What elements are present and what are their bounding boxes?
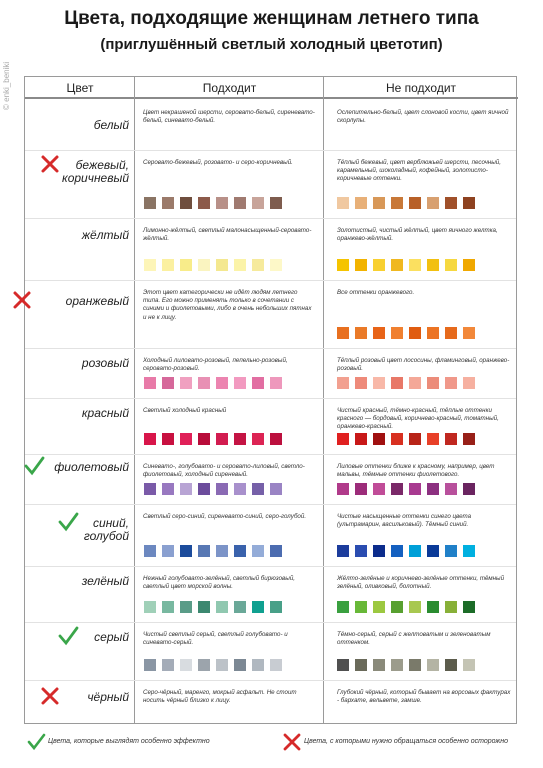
color-swatch [252, 259, 264, 271]
color-swatch [463, 259, 475, 271]
color-swatch [355, 659, 367, 671]
bad-swatches [337, 433, 475, 445]
bad-swatches [337, 545, 475, 557]
color-swatch [162, 377, 174, 389]
check-icon [57, 511, 79, 533]
color-swatch [144, 433, 156, 445]
bad-description: Золотистый, чистый жёлтый, цвет яичного желтка, оранжево-жёлтый. [337, 227, 498, 243]
color-swatch [180, 545, 192, 557]
table-row [25, 219, 516, 281]
color-swatch [427, 433, 439, 445]
color-swatch [252, 197, 264, 209]
color-swatch [445, 601, 457, 613]
color-swatch [270, 377, 282, 389]
color-swatch [391, 259, 403, 271]
bad-swatches [337, 483, 475, 495]
table-row [25, 399, 516, 455]
color-swatch [270, 433, 282, 445]
color-swatch [180, 601, 192, 613]
color-swatch [144, 377, 156, 389]
color-swatch [445, 659, 457, 671]
color-swatch [445, 483, 457, 495]
color-swatch [234, 483, 246, 495]
color-swatch [391, 377, 403, 389]
color-swatch [427, 545, 439, 557]
color-swatch [337, 327, 349, 339]
check-icon [57, 625, 79, 647]
check-icon [23, 455, 45, 477]
color-swatch [355, 197, 367, 209]
color-swatch [463, 601, 475, 613]
header-color: Цвет [25, 77, 135, 99]
color-name: зелёный [81, 574, 129, 588]
color-swatch [270, 601, 282, 613]
good-swatches [144, 483, 282, 495]
good-swatches [144, 197, 282, 209]
color-swatch [216, 259, 228, 271]
header-good: Подходит [135, 77, 324, 99]
color-swatch [162, 601, 174, 613]
color-swatch [355, 601, 367, 613]
color-name: фиолетовый [54, 460, 129, 474]
color-swatch [252, 601, 264, 613]
color-swatch [144, 197, 156, 209]
color-swatch [355, 377, 367, 389]
color-name: красный [81, 406, 129, 420]
color-swatch [337, 659, 349, 671]
color-swatch [216, 483, 228, 495]
bad-description: Тёмно-серый, серый с желтоватым и зеленоватым оттенком. [337, 631, 491, 647]
color-swatch [252, 377, 264, 389]
color-name: белый [93, 118, 129, 132]
color-swatch [373, 601, 385, 613]
legend-bad: Цвета, с которыми нужно обращаться особенно осторожно [304, 738, 508, 745]
color-swatch [162, 545, 174, 557]
bad-swatches [337, 197, 475, 209]
color-swatch [162, 197, 174, 209]
color-swatch [252, 545, 264, 557]
color-swatch [234, 433, 246, 445]
color-swatch [463, 377, 475, 389]
check-icon [26, 732, 46, 752]
bad-description: Жёлто-зелёные и коричнево-зелёные оттенки, тёмный зелёный, оливковый, болотный. [337, 575, 505, 591]
color-swatch [337, 545, 349, 557]
color-swatch [198, 601, 210, 613]
bad-description: Чистые насыщенные оттенки синего цвета (ультрамарин, васильковый). Тёмный синий. [337, 513, 472, 529]
color-swatch [409, 259, 421, 271]
color-swatch [198, 659, 210, 671]
good-description: Чистый светлый серый, светлый голубовато- и синевато-серый. [143, 631, 288, 647]
bad-swatches [337, 377, 475, 389]
color-name: оранжевый [65, 294, 129, 308]
color-swatch [180, 259, 192, 271]
bad-description: Тёплый розовый цвет лососины, фламинговый, оранжево-розовый. [337, 357, 510, 373]
good-description: Синевато-, голубовато- и серовато-лиловый, светло-фиолетовый, холодный сиреневый. [143, 463, 305, 479]
color-swatch [355, 433, 367, 445]
color-swatch [391, 327, 403, 339]
color-swatch [216, 197, 228, 209]
cross-icon [11, 289, 33, 311]
color-swatch [270, 197, 282, 209]
good-swatches [144, 601, 282, 613]
color-swatch [373, 433, 385, 445]
color-name: жёлтый [81, 228, 129, 242]
good-description: Цвет некрашеной шерсти, серовато-белый, сиреневато-белый, синевато-белый. [143, 109, 315, 125]
color-swatch [337, 483, 349, 495]
cross-icon [39, 153, 61, 175]
watermark: © enki_beniki [2, 61, 11, 110]
good-swatches [144, 433, 282, 445]
bad-description: Тёплый бежевый, цвет верблюжьей шерсти, песочный, карамельный, шоколадный, кофейный, золотисто-коричневые оттенки. [337, 159, 501, 183]
color-swatch [234, 659, 246, 671]
good-description: Лимонно-жёлтый, светлый малонасыщенный-серовато-жёлтый. [143, 227, 312, 243]
color-swatch [409, 433, 421, 445]
color-swatch [162, 483, 174, 495]
color-swatch [234, 259, 246, 271]
color-swatch [216, 601, 228, 613]
color-name: серый [94, 630, 129, 644]
bad-description: Все оттенки оранжевого. [337, 289, 415, 296]
table-row [25, 681, 516, 725]
color-swatch [427, 483, 439, 495]
bad-description: Глубокий чёрный, который бывает на ворсовых фактурах - бархате, вельвете, замше. [337, 689, 511, 705]
cross-icon [282, 732, 302, 752]
color-swatch [252, 659, 264, 671]
color-swatch [427, 259, 439, 271]
table-row [25, 151, 516, 219]
header-bad: Не подходит [324, 77, 518, 99]
color-swatch [391, 601, 403, 613]
color-swatch [445, 545, 457, 557]
color-swatch [355, 259, 367, 271]
table-row [25, 567, 516, 623]
color-swatch [373, 545, 385, 557]
color-swatch [234, 545, 246, 557]
color-swatch [144, 483, 156, 495]
color-swatch [234, 377, 246, 389]
color-swatch [252, 483, 264, 495]
good-description: Нежный голубовато-зелёный, светлый бирюзовый, светлый цвет морской волны. [143, 575, 295, 591]
bad-swatches [337, 259, 475, 271]
good-description: Холодный лиловато-розовый, пепельно-розовый, серовато-розовый. [143, 357, 288, 373]
good-description: Этот цвет категорически не идёт людям летнего типа. Его можно применять только в сочетании с синими и фиолетовыми, либо в очень небольших пятнах и не к лицу. [143, 289, 312, 321]
color-swatch [180, 377, 192, 389]
color-name: бежевый, коричневый [62, 158, 129, 185]
color-swatch [445, 377, 457, 389]
color-swatch [337, 259, 349, 271]
color-swatch [180, 433, 192, 445]
color-swatch [373, 259, 385, 271]
color-swatch [162, 433, 174, 445]
table-row [25, 455, 516, 505]
color-swatch [162, 659, 174, 671]
color-swatch [391, 659, 403, 671]
color-swatch [337, 197, 349, 209]
color-swatch [198, 377, 210, 389]
color-swatch [427, 197, 439, 209]
table-row [25, 505, 516, 567]
color-swatch [391, 545, 403, 557]
color-swatch [373, 659, 385, 671]
color-swatch [198, 433, 210, 445]
color-swatch [144, 259, 156, 271]
color-swatch [409, 327, 421, 339]
table-row [25, 281, 516, 349]
color-swatch [198, 197, 210, 209]
color-swatch [373, 483, 385, 495]
legend-good: Цвета, которые выглядят особенно эффектно [48, 738, 210, 745]
bad-description: Ослепительно-белый, цвет слоновой кости, цвет яичной скорлупы. [337, 109, 509, 125]
color-swatch [162, 259, 174, 271]
table-row [25, 623, 516, 681]
color-swatch [463, 197, 475, 209]
table-row [25, 349, 516, 399]
good-description: Серовато-бежевый, розовато- и серо-коричневый. [143, 159, 293, 166]
color-swatch [234, 601, 246, 613]
color-swatch [427, 377, 439, 389]
color-swatch [427, 327, 439, 339]
color-swatch [216, 545, 228, 557]
color-swatch [252, 433, 264, 445]
color-swatch [463, 327, 475, 339]
color-swatch [463, 659, 475, 671]
color-swatch [355, 327, 367, 339]
color-swatch [270, 259, 282, 271]
color-swatch [427, 601, 439, 613]
color-swatch [337, 377, 349, 389]
color-swatch [445, 327, 457, 339]
cross-icon [39, 685, 61, 707]
page-subtitle: (приглушённый светлый холодный цветотип) [100, 36, 443, 53]
color-swatch [373, 197, 385, 209]
color-name: синий, голубой [83, 516, 129, 543]
color-swatch [144, 545, 156, 557]
color-swatch [427, 659, 439, 671]
color-swatch [234, 197, 246, 209]
good-swatches [144, 259, 282, 271]
color-swatch [144, 601, 156, 613]
bad-swatches [337, 327, 475, 339]
color-swatch [355, 483, 367, 495]
color-swatch [216, 659, 228, 671]
color-swatch [270, 545, 282, 557]
color-swatch [180, 197, 192, 209]
color-swatch [391, 433, 403, 445]
color-swatch [445, 433, 457, 445]
color-swatch [144, 659, 156, 671]
page-title: Цвета, подходящие женщинам летнего типа [64, 8, 479, 29]
color-swatch [409, 545, 421, 557]
color-swatch [216, 433, 228, 445]
color-swatch [373, 377, 385, 389]
color-swatch [270, 659, 282, 671]
color-swatch [409, 377, 421, 389]
color-swatch [445, 259, 457, 271]
color-swatch [409, 659, 421, 671]
color-swatch [337, 601, 349, 613]
color-swatch [198, 545, 210, 557]
color-swatch [463, 483, 475, 495]
bad-swatches [337, 601, 475, 613]
color-swatch [391, 483, 403, 495]
color-table [24, 76, 517, 724]
color-swatch [216, 377, 228, 389]
color-name: розовый [81, 356, 129, 370]
color-swatch [180, 483, 192, 495]
color-swatch [409, 197, 421, 209]
color-swatch [391, 197, 403, 209]
color-swatch [409, 601, 421, 613]
color-swatch [270, 483, 282, 495]
color-swatch [198, 483, 210, 495]
color-swatch [180, 659, 192, 671]
color-swatch [463, 545, 475, 557]
color-swatch [355, 545, 367, 557]
color-swatch [337, 433, 349, 445]
bad-description: Лиловые оттенки ближе к красному, например, цвет мальвы, тёмные оттенки фиолетового. [337, 463, 495, 479]
good-description: Серо-чёрный, маренго, мокрый асфальт. Не стоит носить чёрный близко к лицу. [143, 689, 297, 705]
bad-description: Чистый красный, тёмно-красный, тёплые оттенки красного — бордовый, коричнево-красный, томатный, оранжево-красный. [337, 407, 499, 431]
bad-swatches [337, 659, 475, 671]
color-swatch [198, 259, 210, 271]
color-swatch [463, 433, 475, 445]
color-swatch [445, 197, 457, 209]
table-row [25, 101, 516, 151]
color-swatch [373, 327, 385, 339]
good-description: Светлый холодный красный [143, 407, 227, 414]
color-swatch [409, 483, 421, 495]
good-swatches [144, 545, 282, 557]
good-swatches [144, 377, 282, 389]
color-name: чёрный [87, 690, 129, 704]
good-description: Светлый серо-синий, сиреневато-синий, серо-голубой. [143, 513, 307, 520]
good-swatches [144, 659, 282, 671]
